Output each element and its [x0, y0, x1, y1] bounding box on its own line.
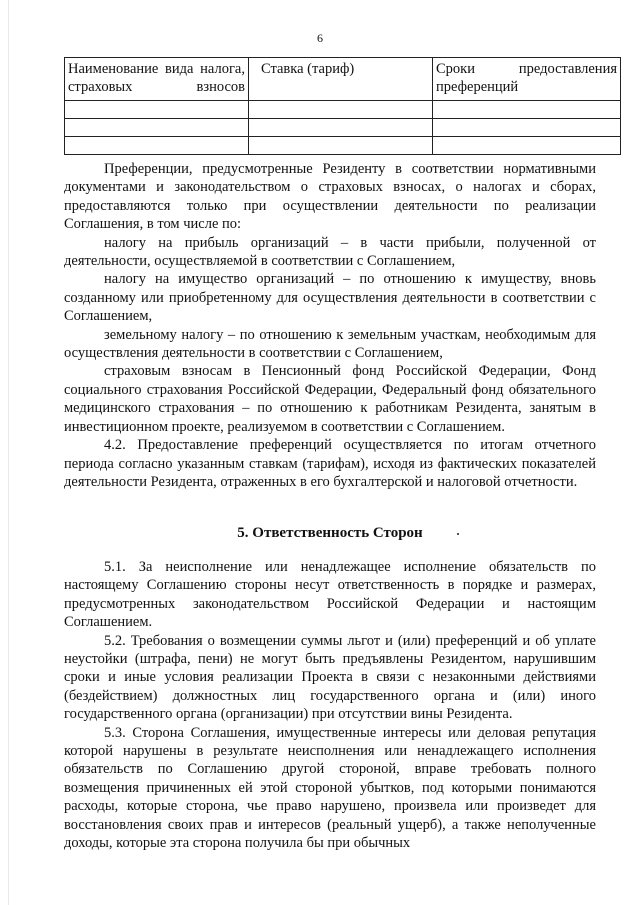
responsibility-text [64, 558, 596, 853]
scan-edge-line [8, 0, 9, 905]
table-header-cell: Сроки предоставления преференций [433, 58, 621, 101]
section-heading: 5. Ответственность Сторон [237, 525, 423, 541]
paragraph: Преференции, предусмотренные Резиденту в соответствии нормативными документами и законодательством о страховых взносах, о налогах и сборах, предоставляются только при осуществлении деятельности по реализации Соглашения, в том числе по: [64, 161, 596, 233]
paragraph: 5.1. За неисполнение или ненадлежащее исполнение обязательств по настоящему Соглашению стороны несут ответственность в порядке и размерах, предусмотренных законодательством Российской Федерации и настоящим Соглашением. [64, 559, 596, 631]
paragraph: земельному налогу – по отношению к земельным участкам, необходимым для осуществления деятельности в соответствии с Соглашением, [64, 326, 596, 362]
table-header-cell: Ставка (тариф) [249, 58, 433, 101]
paragraph: 5.3. Сторона Соглашения, имущественные интересы или деловая репутация которой нарушены в результате неисполнения или ненадлежащего исполнения обязательств по Соглашению другой стороной, вправе требовать полного возмещения причиненных ей этой стороной убытков, под которыми понимаются расходы, которые сторона, чье право нарушено, произвела или произведет для восстановления своих прав и интересов (реальный ущерб), а также неполученные доходы, которые эта сторона получила бы при обычных [64, 724, 596, 852]
paragraph: страховым взносам в Пенсионный фонд Российской Федерации, Фонд социального страхования Российской Федерации, Федеральный фонд обязательного медицинского страхования – по отношению к работникам Резидента, занятым в инвестиционном проекте, реализуемом в соответствии с Соглашением. [64, 363, 596, 435]
paragraph: налогу на прибыль организаций – в части прибыли, полученной от деятельности, осуществляемой в соответствии с Соглашением, [64, 234, 596, 270]
paragraph: 4.2. Предоставление преференций осуществляется по итогам отчетного периода согласно указанным ставкам (тарифам), исходя из фактических показателей деятельности Резидента, отраженных в его бухгалтерской и налоговой отчетности. [64, 437, 596, 490]
scan-speck [457, 533, 459, 535]
preferences-text [64, 160, 596, 491]
paragraph: налогу на имущество организаций – по отношению к имуществу, вновь созданному или приобретенному для осуществления деятельности в соответствии с Соглашением, [64, 271, 596, 325]
table-header-cell: Наименование вида налога, страховых взносов [65, 58, 249, 101]
preferences-table [64, 57, 621, 155]
table-row [65, 137, 621, 155]
page-number: 6 [317, 31, 323, 45]
table-row [65, 119, 621, 137]
table-row [65, 101, 621, 119]
paragraph: 5.2. Требования о возмещении суммы льгот и (или) преференций и об уплате неустойки (штрафа, пени) не могут быть предъявлены Резидентом, нарушившим сроки и иные условия реализации Проекта в связи с незаконными действиями (бездействием) должностных лиц государственного органа и (или) иного государственного органа (организации) при отсутствии вины Резидента. [64, 632, 596, 723]
table-header-row [65, 58, 621, 101]
